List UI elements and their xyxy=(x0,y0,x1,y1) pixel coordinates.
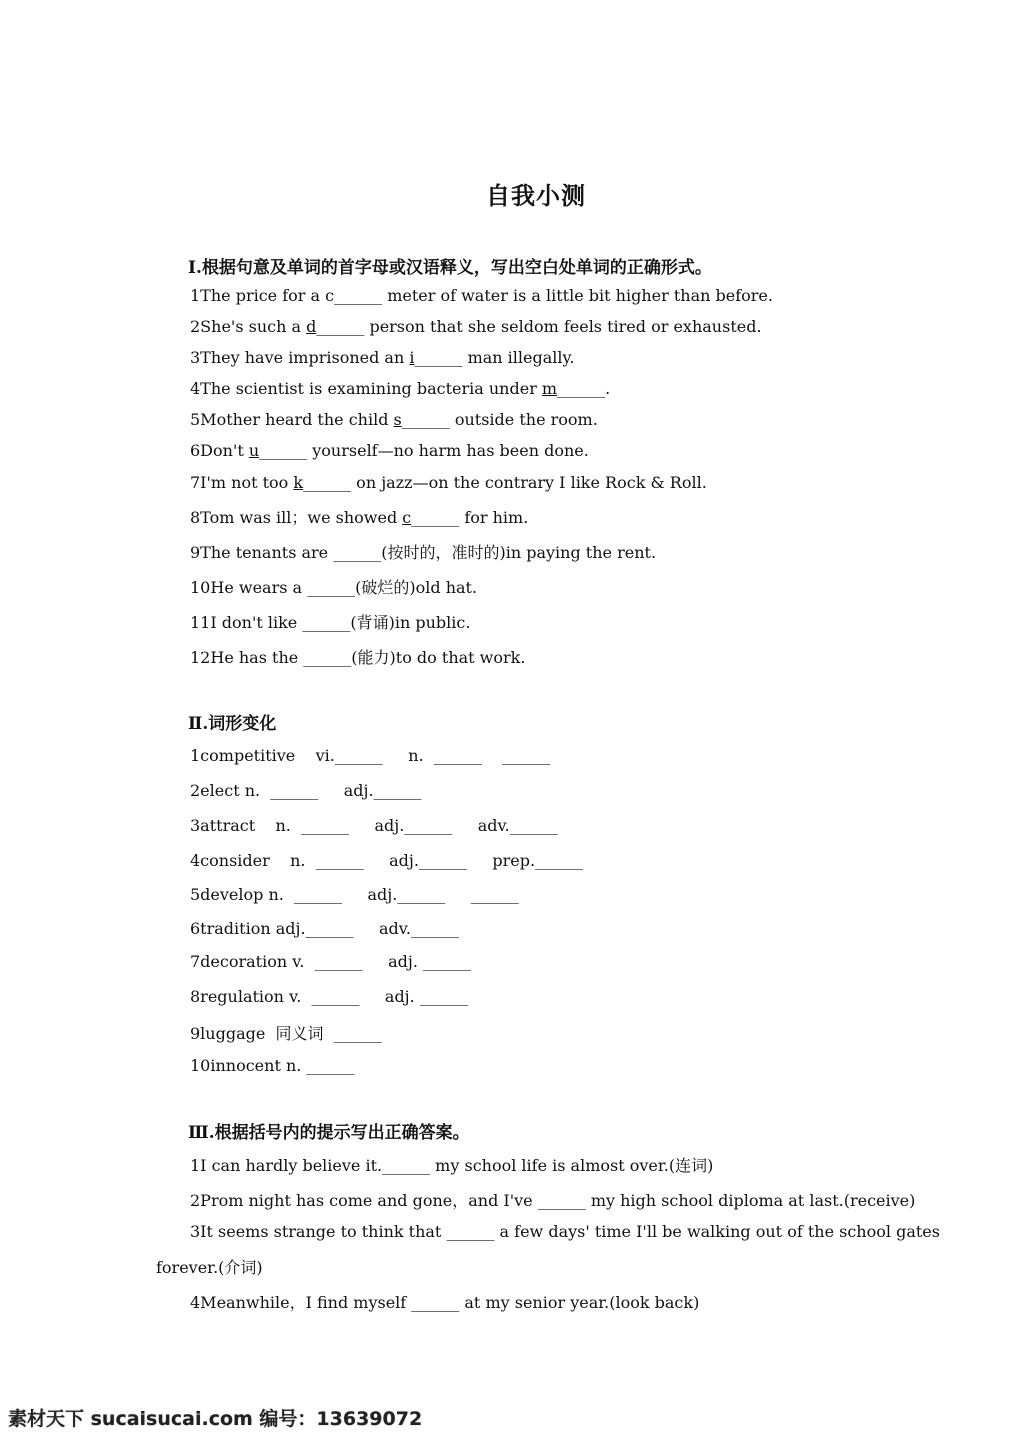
section-3-item-3: 3It seems strange to think that ______ a few days' time I'll be walking out of the school gates xyxy=(190,1222,940,1241)
section-2-item-3: 3attract n. ______ adj.______ adv.______ xyxy=(190,816,558,835)
section-3-item-2: 2Prom night has come and gone，and I've ______ my high school diploma at last.(receive) xyxy=(190,1191,916,1210)
section-1-heading: Ⅰ.根据句意及单词的首字母或汉语释义，写出空白处单词的正确形式。 xyxy=(188,258,712,278)
section-3-item-4: 4Meanwhile，I find myself ______ at my senior year.(look back) xyxy=(190,1293,700,1312)
section-2-item-2: 2elect n. ______ adj.______ xyxy=(190,781,422,800)
section-1-item-4: 4The scientist is examining bacteria under m______. xyxy=(190,379,611,398)
section-2-item-8: 8regulation v. ______ adj. ______ xyxy=(190,987,468,1006)
section-2-item-6: 6tradition adj.______ adv.______ xyxy=(190,919,459,938)
section-1-item-11: 11I don't like ______(背诵)in public. xyxy=(190,613,471,632)
section-1-item-9: 9The tenants are ______(按时的，准时的)in paying the rent. xyxy=(190,543,657,562)
watermark-text: 素材天下 sucaisucai.com 编号：13639072 xyxy=(8,1408,423,1430)
section-2-item-1: 1competitive vi.______ n. ______ ______ xyxy=(190,746,551,765)
section-1-item-12: 12He has the ______(能力)to do that work. xyxy=(190,648,526,667)
section-1-item-3: 3They have imprisoned an i______ man illegally. xyxy=(190,348,575,367)
section-3-item-1: 1I can hardly believe it.______ my school life is almost over.(连词) xyxy=(190,1156,714,1175)
section-2-item-4: 4consider n. ______ adj.______ prep.______ xyxy=(190,851,584,870)
section-2-heading: Ⅱ.词形变化 xyxy=(188,714,277,734)
section-3-item-3-continued: forever.(介词) xyxy=(156,1258,263,1277)
section-1-item-2: 2She's such a d______ person that she seldom feels tired or exhausted. xyxy=(190,317,762,336)
section-1-item-8: 8Tom was ill；we showed c______ for him. xyxy=(190,508,529,527)
section-2-item-5: 5develop n. ______ adj.______ ______ xyxy=(190,885,519,904)
section-1-item-6: 6Don't u______ yourself—no harm has been done. xyxy=(190,441,589,460)
section-2-item-7: 7decoration v. ______ adj. ______ xyxy=(190,952,471,971)
page-title: 自我小测 xyxy=(486,181,586,210)
section-1-item-7: 7I'm not too k______ on jazz—on the contrary I like Rock & Roll. xyxy=(190,473,707,492)
section-2-item-9: 9luggage 同义词 ______ xyxy=(190,1024,382,1043)
section-1-item-5: 5Mother heard the child s______ outside the room. xyxy=(190,410,598,429)
section-1-item-1: 1The price for a c______ meter of water is a little bit higher than before. xyxy=(190,286,773,305)
section-3-heading: Ⅲ.根据括号内的提示写出正确答案。 xyxy=(188,1123,470,1143)
section-2-item-10: 10innocent n. ______ xyxy=(190,1056,355,1075)
section-1-item-10: 10He wears a ______(破烂的)old hat. xyxy=(190,578,478,597)
